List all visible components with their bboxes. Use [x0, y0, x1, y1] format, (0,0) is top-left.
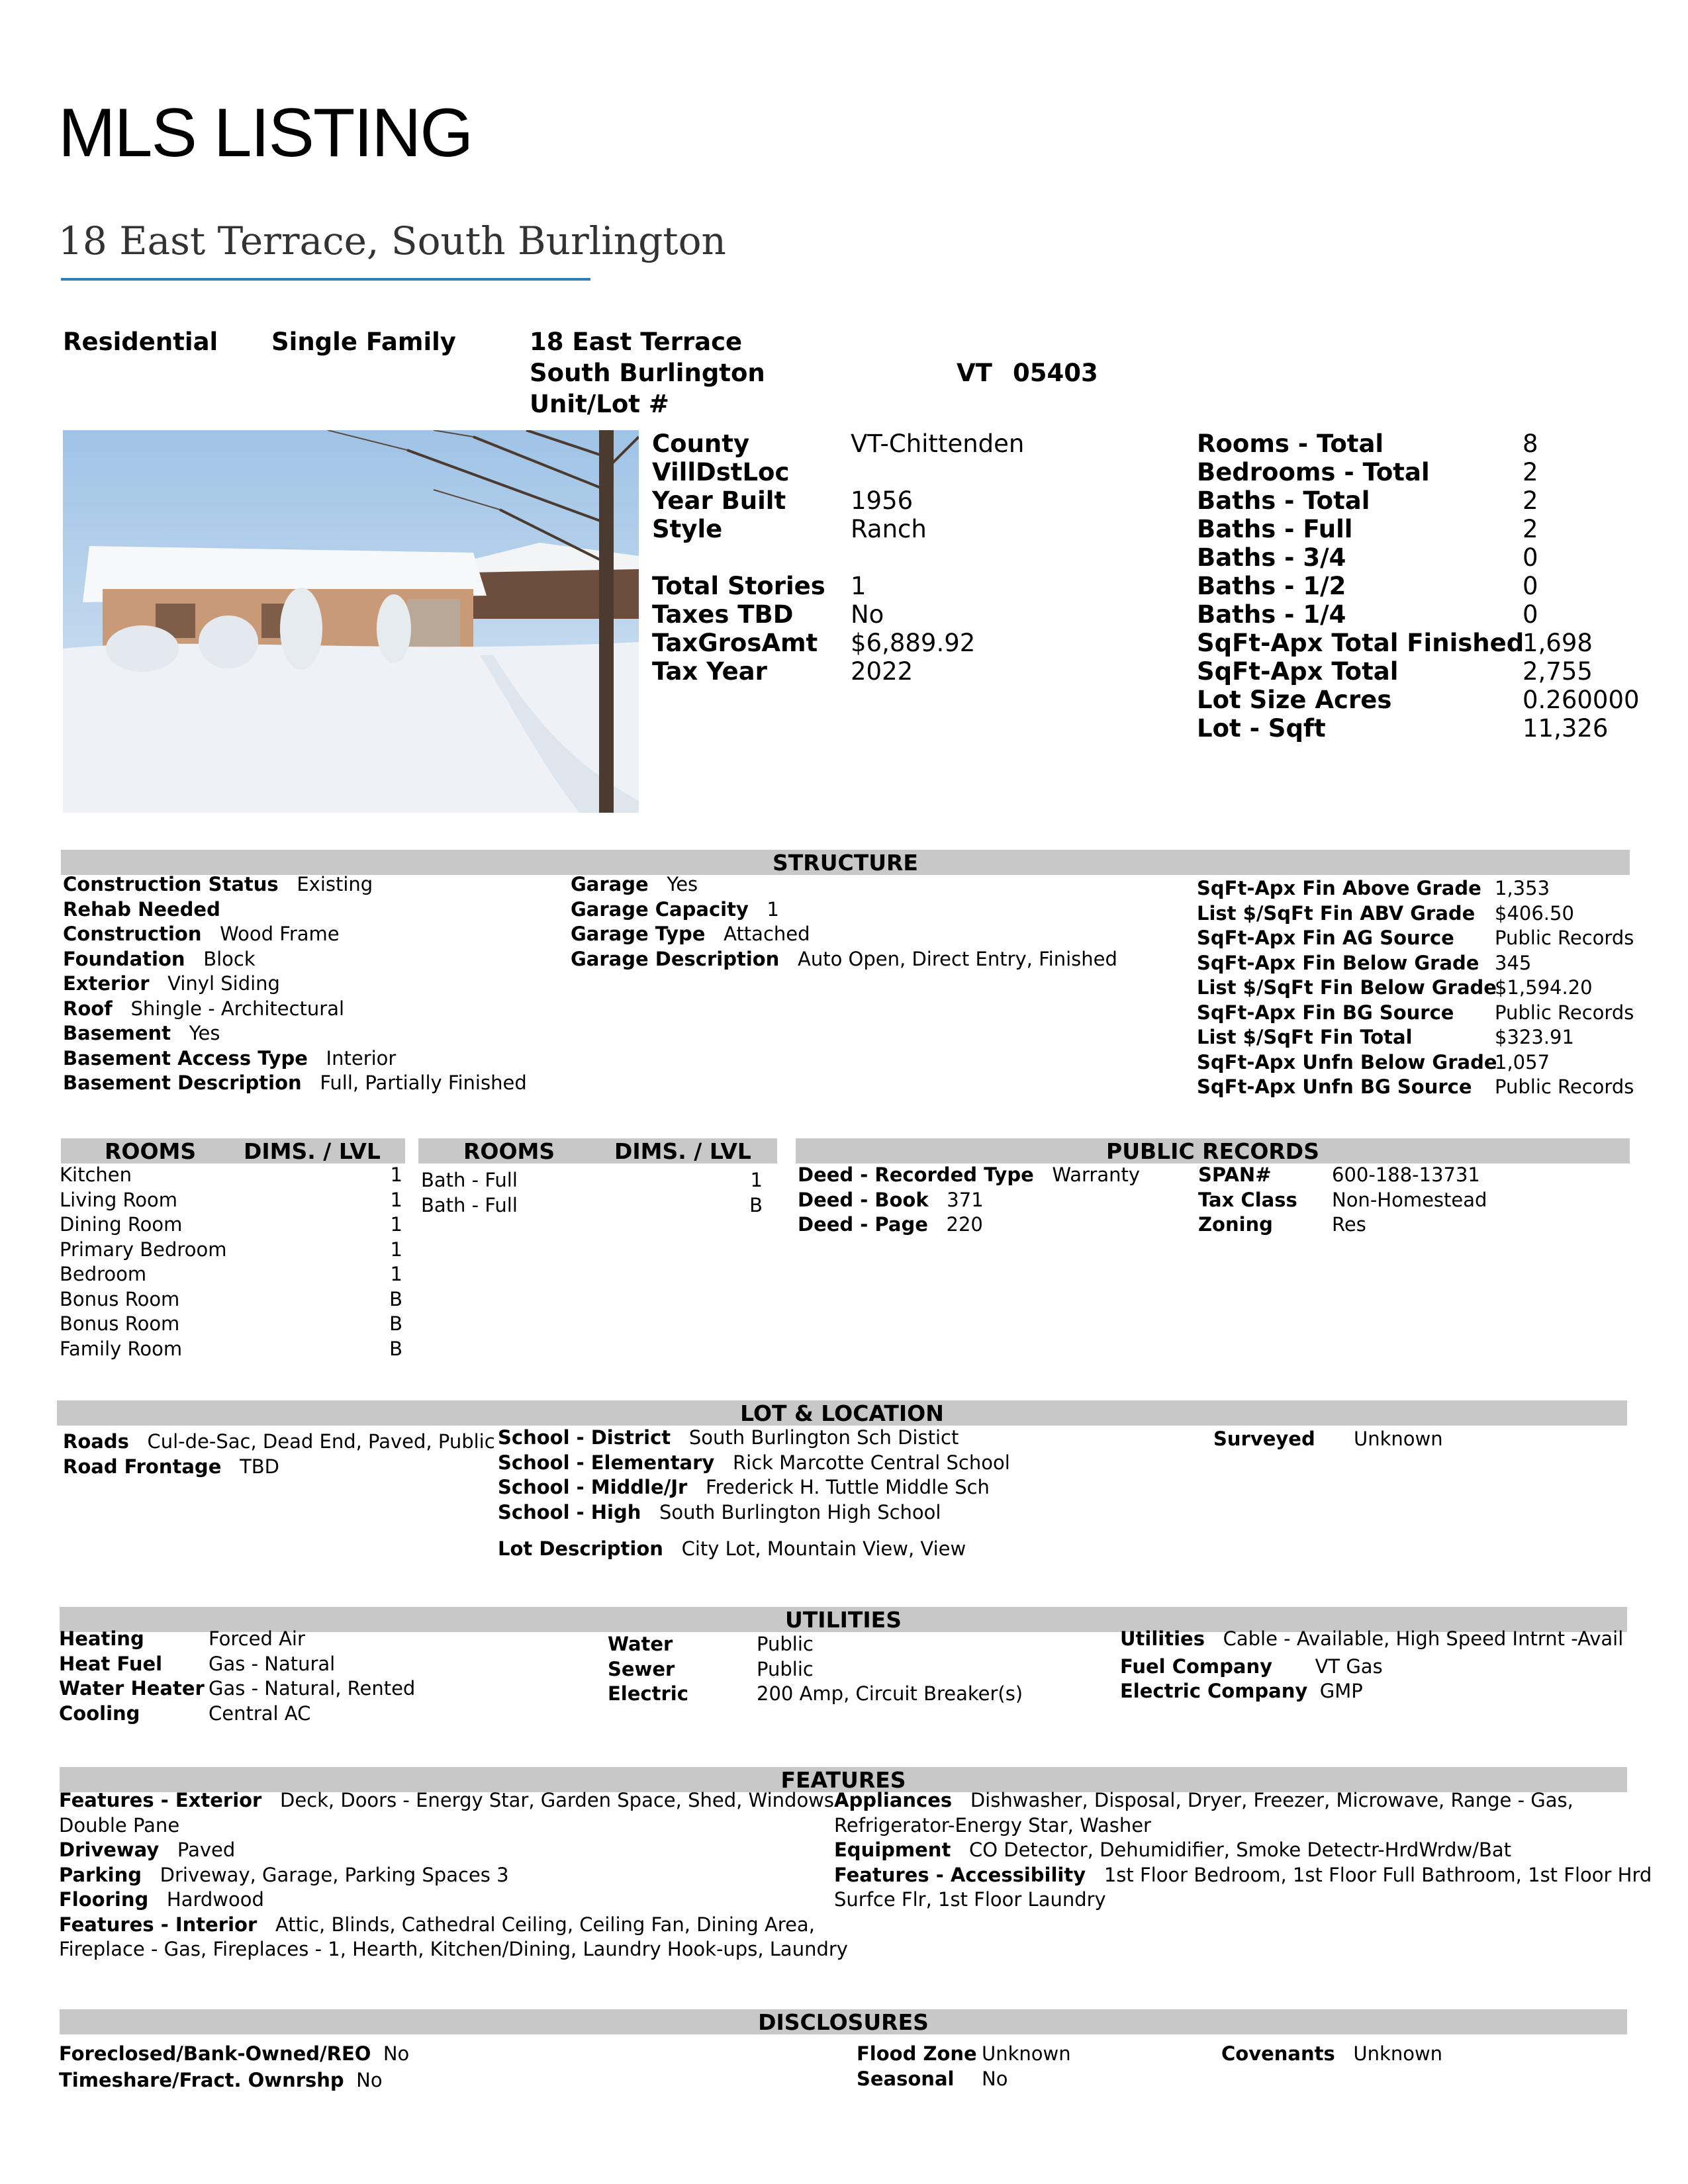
- table-row: [421, 1168, 763, 1193]
- street-address: 18 East Terrace: [530, 328, 743, 356]
- fact-label: Total Stories: [652, 572, 825, 600]
- field-label: Water: [608, 1633, 673, 1655]
- table-row: [60, 1238, 402, 1263]
- field-value: $1,594.20: [1495, 976, 1593, 999]
- rooms-col-header: ROOMS: [463, 1138, 555, 1164]
- fact-value: 2: [1523, 458, 1538, 486]
- field-label: Garage Type: [571, 923, 706, 945]
- field-value: Wood Frame: [220, 923, 340, 945]
- rooms-list-right: [421, 1168, 763, 1218]
- main-facts-labels: [652, 430, 825, 686]
- room-name: Bedroom: [60, 1263, 147, 1285]
- section-heading: LOT & LOCATION: [740, 1400, 944, 1426]
- field-value-cont: Fireplace - Gas, Fireplaces - 1, Hearth, Kitchen/Dining, Laundry Hook-ups, Laundry: [59, 1938, 848, 1960]
- fact-label: Style: [652, 515, 723, 543]
- field-value: Unknown: [1353, 2042, 1443, 2065]
- field-label: Heat Fuel: [59, 1652, 163, 1675]
- lot-location-col1: [63, 1430, 495, 1479]
- public-records-col2-labels: [1198, 1163, 1297, 1238]
- field-label: SPAN#: [1198, 1163, 1272, 1186]
- field-label: Deed - Page: [798, 1213, 928, 1236]
- fact-label: Taxes TBD: [652, 600, 794, 629]
- table-row: [60, 1262, 402, 1287]
- field-value: Public: [757, 1657, 814, 1680]
- field-value: Shingle - Architectural: [130, 997, 345, 1020]
- field-label: Flood Zone: [857, 2042, 977, 2065]
- disclosures-header: [60, 2009, 1627, 2034]
- fact-value: 1: [851, 572, 867, 600]
- field-label: Garage Description: [571, 947, 780, 970]
- field-label: Foreclosed/Bank-Owned/REO: [59, 2042, 371, 2065]
- field-value: 1st Floor Bedroom, 1st Floor Full Bathroom, 1st Floor Hrd: [1103, 1863, 1652, 1886]
- field-value: VT Gas: [1315, 1655, 1383, 1678]
- dims-col-header: DIMS. / LVL: [614, 1138, 751, 1164]
- dims-col-header: DIMS. / LVL: [244, 1138, 381, 1164]
- field-value: Public Records: [1495, 927, 1634, 949]
- field-value-cont: Double Pane: [59, 1813, 180, 1837]
- fact-value: VT-Chittenden: [851, 430, 1025, 458]
- fact-value: 1956: [851, 486, 914, 515]
- field-label: Covenants: [1221, 2042, 1335, 2065]
- field-label: Lot Description: [498, 1537, 663, 1560]
- field-label: Cooling: [59, 1702, 140, 1725]
- field-label: Utilities: [1120, 1627, 1205, 1650]
- rooms-table-header-right: [418, 1138, 777, 1163]
- structure-col2: [571, 872, 1117, 972]
- field-label: Seasonal: [857, 2067, 955, 2090]
- features-right: [834, 1788, 1652, 1913]
- field-value: Gas - Natural: [209, 1652, 336, 1675]
- field-label: Electric Company: [1120, 1680, 1308, 1702]
- field-value: Public Records: [1495, 1075, 1634, 1098]
- field-label: Construction Status: [63, 873, 279, 895]
- structure-col3-values: [1495, 876, 1634, 1100]
- field-value: Block: [203, 947, 256, 970]
- field-value: 220: [946, 1213, 983, 1236]
- field-value: Paved: [177, 1839, 236, 1861]
- field-label: School - High: [498, 1500, 641, 1524]
- room-name: Bath - Full: [421, 1193, 518, 1216]
- table-row: [60, 1287, 402, 1312]
- fact-value: 11,326: [1523, 714, 1609, 743]
- disclosures-col2-labels: [857, 2042, 977, 2091]
- fact-label: SqFt-Apx Total Finished: [1197, 629, 1524, 657]
- field-label: Equipment: [834, 1839, 951, 1861]
- room-level: 1: [390, 1163, 402, 1186]
- field-value: Public Records: [1495, 1001, 1634, 1024]
- room-level: 1: [750, 1169, 763, 1191]
- title-underline: [61, 278, 590, 281]
- fact-value: 2,755: [1523, 657, 1593, 686]
- field-value: 371: [947, 1188, 984, 1211]
- field-value: South Burlington Sch Distict: [688, 1426, 959, 1449]
- room-level: B: [389, 1287, 402, 1310]
- field-value: No: [982, 2067, 1008, 2090]
- unit-lot-label: Unit/Lot #: [530, 390, 669, 418]
- fact-label: Tax Year: [652, 657, 767, 686]
- room-level: 1: [390, 1213, 402, 1236]
- table-row: [60, 1312, 402, 1337]
- field-label: Features - Interior: [59, 1913, 258, 1936]
- fact-value: 2022: [851, 657, 914, 686]
- field-value: Central AC: [209, 1702, 311, 1725]
- field-value: Gas - Natural, Rented: [209, 1677, 416, 1700]
- table-row: [60, 1212, 402, 1238]
- field-value: Forced Air: [209, 1627, 305, 1650]
- room-level: B: [749, 1193, 763, 1216]
- field-label: Surveyed: [1213, 1428, 1315, 1450]
- fact-label: Year Built: [652, 486, 786, 515]
- lot-location-header: [57, 1400, 1627, 1426]
- field-value: Rick Marcotte Central School: [732, 1451, 1010, 1474]
- room-name: Bonus Room: [60, 1312, 180, 1335]
- fact-label: Baths - 1/2: [1197, 572, 1346, 600]
- field-value: City Lot, Mountain View, View: [681, 1537, 966, 1560]
- field-label: Roof: [63, 997, 113, 1020]
- rooms-col-header: ROOMS: [105, 1138, 197, 1164]
- field-label: Garage: [571, 873, 649, 895]
- field-label: Deed - Recorded Type: [798, 1163, 1034, 1186]
- field-value: Non-Homestead: [1332, 1188, 1487, 1211]
- table-row: [60, 1163, 402, 1188]
- fact-label: TaxGrosAmt: [652, 629, 818, 657]
- field-label: Deed - Book: [798, 1188, 929, 1211]
- field-label: Electric: [608, 1682, 688, 1705]
- field-value: Yes: [667, 873, 698, 895]
- field-value: 1,353: [1495, 877, 1550, 899]
- field-label: Flooring: [59, 1888, 149, 1911]
- room-name: Kitchen: [60, 1163, 132, 1186]
- field-label: Timeshare/Fract. Ownrshp: [59, 2068, 344, 2091]
- field-value: CO Detector, Dehumidifier, Smoke Detectr-HrdWrdw/Bat: [968, 1839, 1512, 1861]
- utilities-col3: [1120, 1627, 1623, 1704]
- field-value: Public: [757, 1633, 814, 1655]
- field-value: Yes: [189, 1022, 220, 1044]
- rooms-list-left: [60, 1163, 402, 1361]
- surveyed-value: Unknown: [1354, 1428, 1443, 1450]
- fact-label: Lot Size Acres: [1197, 686, 1392, 714]
- section-heading: FEATURES: [780, 1767, 906, 1793]
- field-value: 1: [767, 897, 779, 921]
- field-label: Road Frontage: [63, 1455, 222, 1478]
- room-name: Living Room: [60, 1188, 178, 1211]
- field-label: Basement: [63, 1022, 171, 1044]
- zip-code: 05403: [1013, 359, 1098, 387]
- field-label: List $/SqFt Fin Total: [1197, 1026, 1413, 1048]
- field-label: School - Elementary: [498, 1451, 715, 1474]
- disclosures-col1: [59, 2042, 409, 2093]
- field-label: Heating: [59, 1627, 144, 1650]
- field-value: Warranty: [1052, 1163, 1141, 1186]
- field-value: Cable - Available, High Speed Intrnt -Avail: [1223, 1627, 1624, 1650]
- fact-value: No: [851, 600, 884, 629]
- room-level: 1: [390, 1188, 402, 1211]
- field-value: Unknown: [982, 2042, 1071, 2065]
- field-value: 600-188-13731: [1332, 1163, 1480, 1186]
- field-value: Attic, Blinds, Cathedral Ceiling, Ceiling Fan, Dining Area,: [275, 1913, 815, 1936]
- field-value: Auto Open, Direct Entry, Finished: [798, 947, 1117, 970]
- surveyed-label: [1213, 1427, 1315, 1452]
- fact-label: Baths - 3/4: [1197, 543, 1346, 572]
- field-label: Basement Description: [63, 1071, 302, 1094]
- structure-col1: [63, 872, 527, 1096]
- room-name: Family Room: [60, 1337, 183, 1360]
- utilities-col2-values: [757, 1632, 1023, 1707]
- field-label: SqFt-Apx Fin Below Grade: [1197, 951, 1479, 974]
- public-records-header: [796, 1138, 1630, 1163]
- city: South Burlington: [530, 359, 765, 387]
- fact-label: Baths - Total: [1197, 486, 1370, 515]
- field-value: South Burlington High School: [659, 1500, 941, 1524]
- field-label: Rehab Needed: [63, 897, 220, 921]
- public-records-col1: [798, 1163, 1140, 1238]
- fact-value: 2: [1523, 515, 1538, 543]
- fact-label: Rooms - Total: [1197, 430, 1384, 458]
- field-value: Driveway, Garage, Parking Spaces 3: [160, 1863, 509, 1886]
- room-name: Bonus Room: [60, 1287, 180, 1310]
- table-row: [60, 1188, 402, 1213]
- field-label: Water Heater: [59, 1677, 205, 1700]
- fact-value: 0.260000: [1523, 686, 1640, 714]
- fact-label: VillDstLoc: [652, 458, 790, 486]
- field-label: Zoning: [1198, 1213, 1273, 1236]
- state: VT: [957, 359, 992, 387]
- field-label: Parking: [59, 1863, 142, 1886]
- field-label: SqFt-Apx Unfn Below Grade: [1197, 1050, 1497, 1073]
- field-label: Exterior: [63, 972, 150, 995]
- field-value: No: [383, 2042, 410, 2065]
- fact-value: 0: [1523, 543, 1538, 572]
- field-label: List $/SqFt Fin Below Grade: [1197, 976, 1497, 999]
- property-photo: [63, 430, 639, 813]
- fact-label: Baths - 1/4: [1197, 600, 1346, 629]
- disclosures-col2-values: [982, 2042, 1071, 2091]
- public-records-col2-values: [1332, 1163, 1487, 1238]
- address-title: 18 East Terrace, South Burlington: [58, 218, 726, 263]
- fact-value: 0: [1523, 572, 1538, 600]
- rooms-table-header-left: [61, 1138, 405, 1163]
- field-value: 345: [1495, 951, 1532, 974]
- fact-value: 0: [1523, 600, 1538, 629]
- field-value: [1291, 1212, 1487, 1238]
- room-name: Bath - Full: [421, 1169, 518, 1191]
- property-subtype: Single Family: [271, 328, 456, 356]
- fact-value: $6,889.92: [851, 629, 976, 657]
- field-value: Deck, Doors - Energy Star, Garden Space, Shed, Windows -: [280, 1789, 847, 1811]
- field-value: TBD: [240, 1455, 279, 1478]
- room-facts-values: [1523, 430, 1640, 743]
- field-value: Dishwasher, Disposal, Dryer, Freezer, Microwave, Range - Gas,: [970, 1789, 1573, 1811]
- utilities-col1-labels: [59, 1627, 205, 1726]
- fact-label: County: [652, 430, 750, 458]
- field-label: School - District: [498, 1426, 671, 1449]
- field-value-cont: Surfce Flr, 1st Floor Laundry: [834, 1888, 1106, 1911]
- room-name: Dining Room: [60, 1213, 183, 1236]
- field-value: No: [356, 2068, 383, 2091]
- field-value: Frederick H. Tuttle Middle Sch: [706, 1476, 990, 1498]
- field-value-cont: Refrigerator-Energy Star, Washer: [834, 1813, 1151, 1837]
- field-value: Vinyl Siding: [167, 972, 280, 995]
- zoning-value: Res: [1332, 1213, 1366, 1236]
- fact-label: Bedrooms - Total: [1197, 458, 1430, 486]
- field-value: Full, Partially Finished: [320, 1071, 527, 1094]
- field-value: Hardwood: [166, 1888, 264, 1911]
- field-label: Garage Capacity: [571, 897, 749, 921]
- lot-description: [498, 1537, 966, 1562]
- section-heading: STRUCTURE: [773, 850, 918, 876]
- field-label: Construction: [63, 923, 202, 945]
- snowy-house-image: [63, 430, 639, 813]
- fact-value: 2: [1523, 486, 1538, 515]
- section-heading: PUBLIC RECORDS: [1106, 1138, 1319, 1164]
- features-left: [59, 1788, 848, 1962]
- field-label: Driveway: [59, 1839, 160, 1861]
- field-label: Roads: [63, 1430, 129, 1453]
- field-value: Interior: [326, 1046, 397, 1069]
- fact-value: 8: [1523, 430, 1538, 458]
- field-label: SqFt-Apx Fin BG Source: [1197, 1001, 1454, 1024]
- lot-location-col2: [498, 1426, 1010, 1525]
- room-level: B: [389, 1312, 402, 1335]
- field-label: Tax Class: [1198, 1188, 1297, 1211]
- field-value: Existing: [297, 873, 373, 895]
- room-level: B: [389, 1337, 402, 1360]
- property-type: Residential: [63, 328, 218, 356]
- field-label: List $/SqFt Fin ABV Grade: [1197, 901, 1476, 925]
- main-facts-values: [851, 430, 1024, 686]
- field-label: Basement Access Type: [63, 1046, 308, 1069]
- field-label: SqFt-Apx Unfn BG Source: [1197, 1075, 1472, 1098]
- field-label: Foundation: [63, 947, 185, 970]
- section-heading: UTILITIES: [785, 1607, 902, 1633]
- fact-value: Ranch: [851, 515, 927, 543]
- field-label: Features - Exterior: [59, 1789, 262, 1811]
- page-title: MLS LISTING: [58, 95, 473, 171]
- field-label: School - Middle/Jr: [498, 1476, 688, 1498]
- field-label: Fuel Company: [1120, 1655, 1273, 1678]
- field-value: Attached: [724, 923, 810, 945]
- room-facts-labels: [1197, 430, 1524, 743]
- field-value: Cul-de-Sac, Dead End, Paved, Public: [147, 1430, 495, 1453]
- disclosures-col3: [1221, 2042, 1442, 2067]
- field-label: Sewer: [608, 1657, 675, 1680]
- field-label: Appliances: [834, 1789, 953, 1811]
- table-row: [421, 1193, 763, 1218]
- room-name: Primary Bedroom: [60, 1238, 227, 1261]
- structure-header: [61, 850, 1630, 875]
- field-label: SqFt-Apx Fin AG Source: [1197, 927, 1454, 949]
- table-row: [60, 1337, 402, 1362]
- section-heading: DISCLOSURES: [758, 2009, 929, 2035]
- field-label: Features - Accessibility: [834, 1863, 1086, 1886]
- fact-label: SqFt-Apx Total: [1197, 657, 1399, 686]
- fact-value: 1,698: [1523, 629, 1593, 657]
- field-value: $323.91: [1495, 1026, 1574, 1048]
- field-value: $406.50: [1495, 901, 1574, 925]
- field-label: SqFt-Apx Fin Above Grade: [1197, 877, 1481, 899]
- utilities-col2-labels: [608, 1632, 688, 1707]
- field-value: 1,057: [1495, 1050, 1550, 1073]
- room-level: 1: [390, 1263, 402, 1285]
- field-value: 200 Amp, Circuit Breaker(s): [757, 1682, 1023, 1705]
- field-value: GMP: [1319, 1680, 1363, 1702]
- room-level: 1: [390, 1238, 402, 1261]
- structure-col3-labels: [1197, 876, 1497, 1100]
- fact-label: Lot - Sqft: [1197, 714, 1326, 743]
- utilities-col1-values: [209, 1627, 415, 1726]
- fact-label: Baths - Full: [1197, 515, 1353, 543]
